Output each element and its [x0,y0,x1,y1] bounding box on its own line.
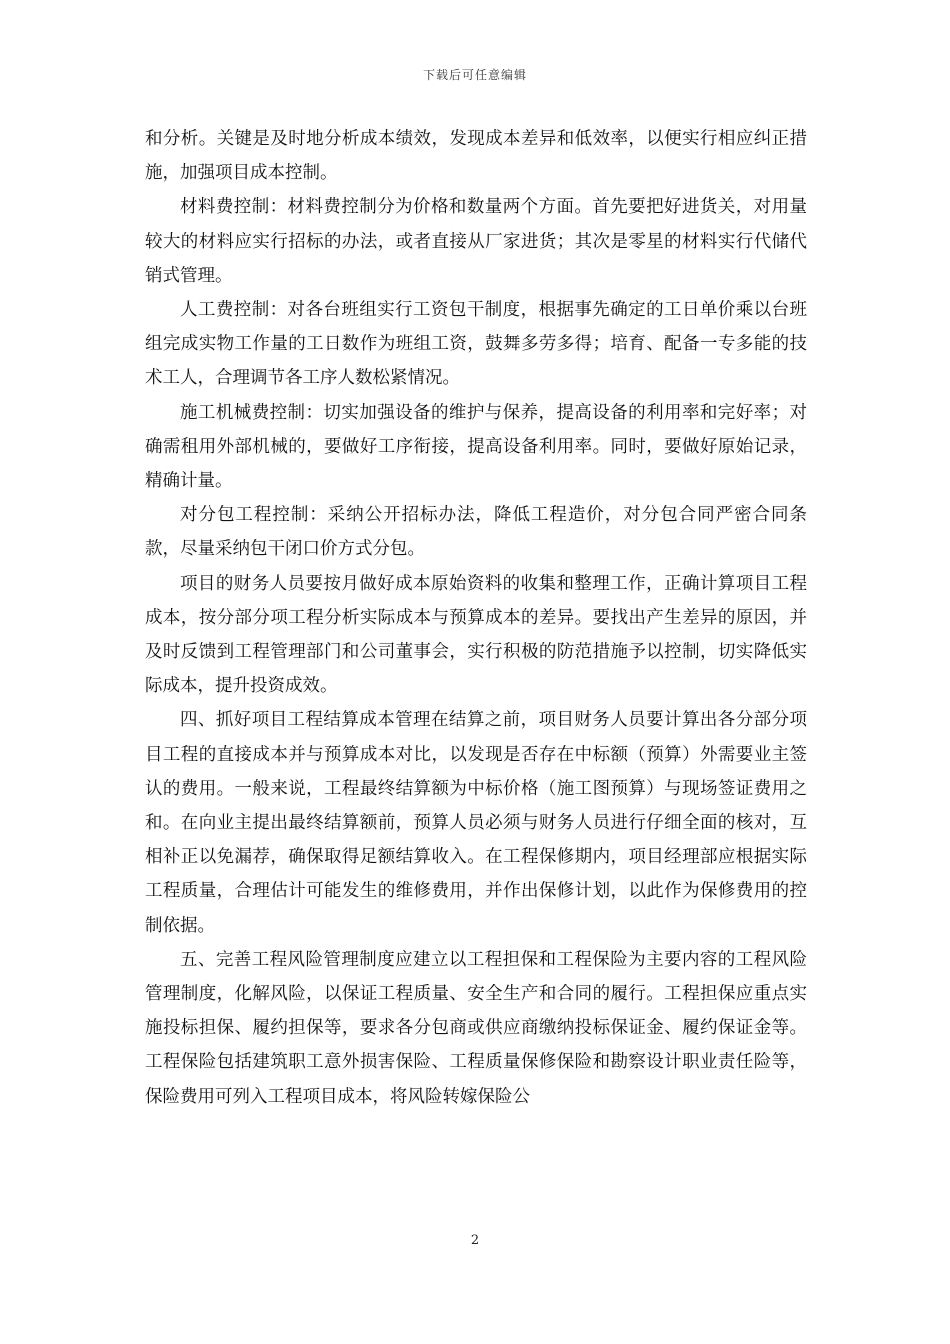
paragraph-continued: 和分析。关键是及时地分析成本绩效，发现成本差异和低效率，以便实行相应纠正措施，加强项目成本控制。 [145,129,807,184]
paragraph-subcontract: 对分包工程控制：采纳公开招标办法，降低工程造价，对分包合同严密合同条款，尽量采纳包干闭口价方式分包。 [145,505,807,560]
paragraph-material-cost: 材料费控制：材料费控制分为价格和数量两个方面。首先要把好进货关，对用量较大的材料应实行招标的办法，或者直接从厂家进货；其次是零星的材料实行代储代销式管理。 [145,197,807,286]
document-body [145,122,807,1114]
paragraph-labor-cost: 人工费控制：对各台班组实行工资包干制度，根据事先确定的工日单价乘以台班组完成实物工作量的工日数作为班组工资，鼓舞多劳多得；培育、配备一专多能的技术工人，合理调节各工序人数松紧情况。 [145,300,807,389]
paragraph-risk-management: 五、完善工程风险管理制度应建立以工程担保和工程保险为主要内容的工程风险管理制度，化解风险，以保证工程质量、安全生产和合同的履行。工程担保应重点实施投标担保、履约担保等，要求各分包商或供应商缴纳投标保证金、履约保证金等。工程保险包括建筑职工意外损害保险、工程质量保修保险和勘察设计职业责任险等，保险费用可列入工程项目成本，将风险转嫁保险公 [145,949,807,1107]
page-header: 下载后可任意编辑 [422,68,527,82]
paragraph-finance-staff: 项目的财务人员要按月做好成本原始资料的收集和整理工作，正确计算项目工程成本，按分部分项工程分析实际成本与预算成本的差异。要找出产生差异的原因，并及时反馈到工程管理部门和公司董事会，实行积极的防范措施予以控制，切实降低实际成本，提升投资成效。 [145,573,807,697]
paragraph-settlement: 四、抓好项目工程结算成本管理在结算之前，项目财务人员要计算出各分部分项目工程的直接成本并与预算成本对比，以发现是否存在中标额（预算）外需要业主签认的费用。一般来说，工程最终结算额为中标价格（施工图预算）与现场签证费用之和。在向业主提出最终结算额前，预算人员必须与财务人员进行仔细全面的核对，互相补正以免漏荐，确保取得足额结算收入。在工程保修期内，项目经理部应根据实际工程质量，合理估计可能发生的维修费用，并作出保修计划，以此作为保修费用的控制依据。 [145,710,807,936]
paragraph-machinery-cost: 施工机械费控制：切实加强设备的维护与保养，提高设备的利用率和完好率；对确需租用外部机械的，要做好工序衔接，提高设备利用率。同时，要做好原始记录，精确计量。 [145,402,807,492]
page-number: 2 [470,1233,480,1248]
